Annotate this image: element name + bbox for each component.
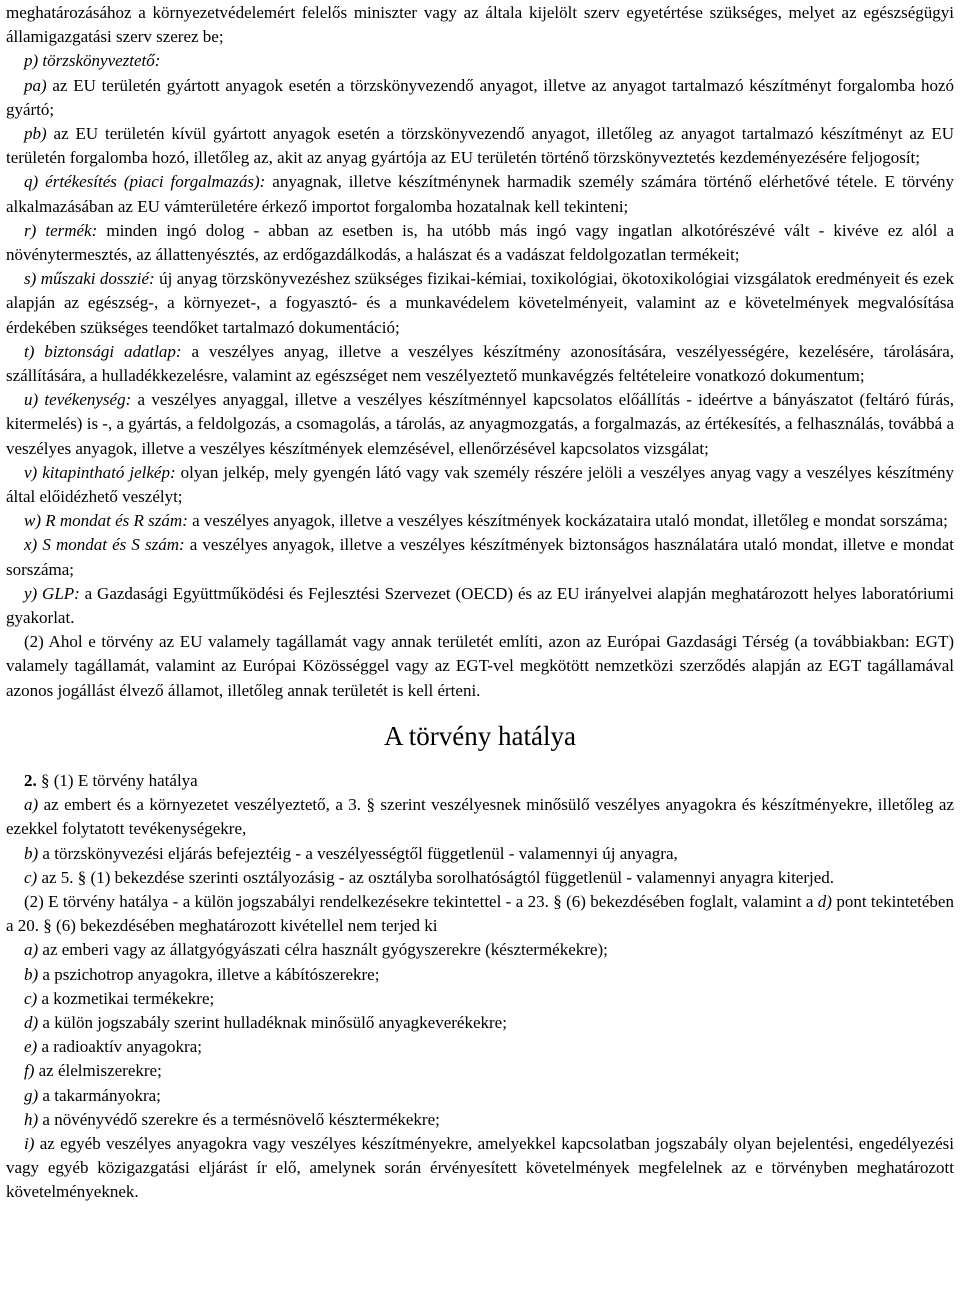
definition-text: a Gazdasági Együttműködési és Fejlesztési Szervezet (OECD) és az EU irányelvei alapján meghatározott helyes laboratóriumi gyakorlat. (6, 583, 954, 628)
list-marker: a) (24, 795, 39, 815)
list-item (6, 1084, 954, 1108)
list-text: a törzskönyvezési eljárás befejeztéig - a veszélyességtől függetlenül - valamennyi új anyagra, (38, 843, 678, 863)
list-item (6, 1132, 954, 1205)
list-marker: h) (24, 1109, 39, 1129)
definition-item (6, 340, 954, 388)
list-item (6, 866, 954, 890)
list-item (6, 963, 954, 987)
definition-text: a veszélyes anyaggal, illetve a veszélyes készítménnyel kapcsolatos előállítás - ideértve a bányászatot (feltáró fúrás, kitermelés) is -, a gyártás, a feldolgozás, a csomagolás, a tárolás, az anyagmozgatás, a forgalmazás, az értékesítés, a felhasználás, továbbá a veszélyes anyagok, illetve a veszélyes készítmények elemzésével, ellenőrzésével kapcsolatos vizsgálat; (6, 390, 954, 458)
paragraph-text: meghatározásához a környezetvédelemért felelős miniszter vagy az általa kijelölt szerv egyetértése szükséges, melyet az egészségügyi államigazgatási szerv szerez be; (6, 3, 954, 47)
definition-item (6, 219, 954, 267)
list-text: a kozmetikai termékekre; (37, 988, 215, 1008)
paragraph-text: (2) E törvény hatálya - a külön jogszabályi rendelkezésekre tekintettel - a 23. § (6) bekezdésében foglalt, valamint a (24, 891, 818, 911)
list-marker: i) (24, 1133, 35, 1153)
list-marker: e) (24, 1037, 38, 1057)
list-text: a radioaktív anyagokra; (37, 1037, 202, 1057)
definition-text: olyan jelkép, mely gyengén látó vagy vak személy részére jelöli a veszélyes anyag vagy a veszélyes készítmény által előidézhető veszélyt; (6, 462, 954, 507)
definition-term: q) értékesítés (piaci forgalmazás): (24, 172, 266, 192)
section-intro (6, 769, 954, 793)
definition-item (6, 533, 954, 581)
paragraph (6, 1, 954, 49)
list-marker: g) (24, 1085, 39, 1105)
list-text: az egyéb veszélyes anyagokra vagy veszélyes készítményekre, amelyekkel kapcsolatban jogszabály olyan bejelentési, engedélyezési vagy egyéb közigazgatási eljárást ír elő, amelynek során érvényesített követelmények megfelelnek az e törvényben meghatározott követelményeknek. (6, 1133, 954, 1202)
definition-item (6, 170, 954, 218)
definition-item (6, 122, 954, 170)
list-marker: d) (24, 1012, 39, 1032)
list-item (6, 1011, 954, 1035)
definition-text: az EU területén kívül gyártott anyagok esetén a törzskönyvezendő anyagot, illetőleg az anyagot tartalmazó készítményt az EU területén forgalomba hozó, illetőleg az, akit az anyag gyártója az EU területén történő törzskönyveztetés kezdeményezésére feljogosít; (6, 124, 954, 168)
paragraph-text: § (1) E törvény hatálya (36, 770, 198, 790)
section-heading: A törvény hatálya (384, 720, 576, 751)
list-marker: b) (24, 843, 39, 863)
definition-term: w) R mondat és R szám: (24, 511, 188, 531)
list-text: a pszichotrop anyagokra, illetve a kábítószerekre; (38, 964, 380, 984)
definition-text: anyagnak, illetve készítménynek harmadik személy számára történő elérhetővé tétele. E törvény alkalmazásában az EU vámterületére érkező importot forgalomba hozatalnak kell tekinteni; (6, 172, 954, 216)
definition-item (6, 509, 954, 533)
definition-term: u) tevékenység: (24, 390, 132, 410)
paragraph-text: (2) Ahol e törvény az EU valamely tagállamát vagy annak területét említi, azon az Európai Gazdasági Térség (a továbbiakban: EGT) valamely tagállamát, valamint az Európai Közösséggel vagy az EGT-vel megkötött nemzetközi szerződés alapján az EGT tagállamával azonos jogállást élvező államot, illetőleg annak területét is kell érteni. (6, 632, 954, 700)
definition-term: p) törzskönyveztető: (24, 51, 161, 71)
list-marker: a) (24, 940, 39, 960)
list-text: a takarmányokra; (38, 1085, 161, 1105)
list-item (6, 1059, 954, 1083)
definition-text: a veszélyes anyagok, illetve a veszélyes készítmények biztonságos használatára utaló mondat, illetve e mondat sorszáma; (6, 535, 954, 579)
definition-item (6, 388, 954, 461)
definition-heading (6, 49, 954, 73)
paragraph-text: pont tekintetében a 20. § (6) bekezdésében meghatározott kivétellel nem terjed ki (6, 891, 954, 936)
list-item (6, 987, 954, 1011)
definition-item (6, 461, 954, 509)
list-item (6, 1108, 954, 1132)
definition-text: új anyag törzskönyvezéshez szükséges fizikai-kémiai, toxikológiai, ökotoxikológiai vizsgálatok eredményeit és ezek alapján az egészség-, a környezet-, a fogyasztó- és a munkavédelem követelményeit, valamint az e követelmények megvalósítása érdekében szükséges teendőket tartalmazó dokumentáció; (6, 269, 954, 337)
section-number: 2. (24, 770, 37, 790)
definition-term: v) kitapintható jelkép: (24, 462, 176, 482)
definition-term: s) műszaki dosszié: (24, 269, 155, 289)
list-item (6, 793, 954, 841)
definition-text: az EU területén gyártott anyagok esetén a törzskönyvezendő anyagot, illetve az anyagot tartalmazó készítményt forgalomba hozó gyártó; (6, 75, 954, 119)
list-item (6, 938, 954, 962)
paragraph (6, 630, 954, 703)
definition-item (6, 74, 954, 122)
definition-term: y) GLP: (24, 583, 80, 603)
list-text: a növényvédő szerekre és a termésnövelő késztermékekre; (38, 1109, 440, 1129)
list-text: az élelmiszerekre; (34, 1061, 162, 1081)
definition-text: a veszélyes anyagok, illetve a veszélyes készítmények kockázataira utaló mondat, illetőleg e mondat sorszáma; (187, 511, 948, 531)
list-item (6, 842, 954, 866)
definition-text: minden ingó dolog - abban az esetben is, ha utóbb más ingó vagy ingatlan alkotórészévé vált - kivéve ez alól a növénytermesztés, az állattenyésztés, az erdőgazdálkodás, a halászat és a vadászat feldolgozatlan termékeit; (6, 220, 954, 265)
definition-term: pb) (24, 124, 47, 144)
definition-term: t) biztonsági adatlap: (24, 341, 182, 361)
list-marker: f) (24, 1061, 35, 1081)
definition-text: a veszélyes anyag, illetve a veszélyes készítmény azonosítására, veszélyességére, kezelésére, tárolására, szállítására, a hulladékkezelésre, valamint az egészséget nem veszélyeztető munkavégzés feltételeire vonatkozó dokumentum; (6, 341, 954, 386)
definition-term: pa) (24, 75, 47, 95)
paragraph (6, 890, 954, 938)
list-item (6, 1035, 954, 1059)
list-text: az 5. § (1) bekezdése szerinti osztályozásig - az osztályba sorolhatóságtól függetlenül - valamennyi anyagra kiterjed. (37, 867, 835, 887)
definition-item (6, 582, 954, 630)
list-text: az embert és a környezetet veszélyeztető, a 3. § szerint veszélyesnek minősülő veszélyes anyagokra és készítményekre, illetőleg az ezekkel folytatott tevékenységekre, (6, 795, 954, 839)
list-marker: b) (24, 964, 39, 984)
list-text: a külön jogszabály szerint hulladéknak minősülő anyagkeverékekre; (38, 1012, 507, 1032)
list-marker: c) (24, 867, 38, 887)
definition-term: x) S mondat és S szám: (24, 535, 185, 555)
inline-reference: d) (817, 891, 832, 911)
definition-item (6, 267, 954, 340)
definition-term: r) termék: (24, 220, 98, 240)
list-text: az emberi vagy az állatgyógyászati célra használt gyógyszerekre (késztermékekre); (38, 940, 608, 960)
list-marker: c) (24, 988, 38, 1008)
